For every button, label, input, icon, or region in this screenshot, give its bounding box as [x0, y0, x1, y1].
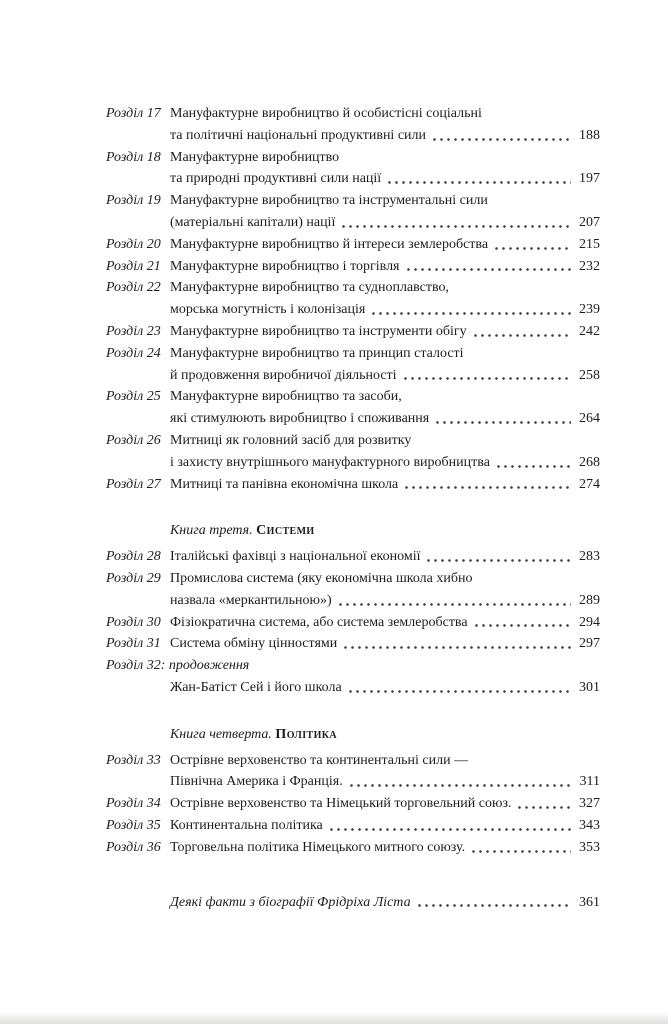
entry-title-text: Митниці як головний засіб для розвитку	[170, 432, 412, 448]
page-number: 289	[579, 592, 600, 608]
dot-leader	[347, 690, 571, 693]
entry-line	[170, 103, 600, 125]
chapter-label: Розділ 28	[106, 549, 161, 565]
page-number: 274	[579, 476, 600, 492]
page-number: 232	[579, 258, 600, 274]
dot-leader	[348, 784, 571, 787]
chapter-label: Розділ 35	[106, 817, 161, 833]
chapter-label: Розділ 24	[106, 345, 161, 361]
book-heading-title: Системи	[256, 523, 315, 539]
page-number: 327	[579, 796, 600, 812]
chapter-label: Розділ 25	[106, 389, 161, 405]
entry-title-text: Торговельна політика Німецького митного союзу.	[170, 839, 466, 855]
book-heading	[170, 520, 600, 542]
dot-leader	[470, 850, 571, 853]
entry-line	[170, 277, 600, 299]
toc-entry	[106, 147, 600, 191]
page-number: 242	[579, 323, 600, 339]
toc-entry	[106, 321, 600, 343]
entry-line	[170, 677, 600, 699]
page-number: 361	[579, 894, 600, 910]
continued-chapter-label: Розділ 32: продовження	[106, 658, 250, 674]
entry-body	[170, 837, 600, 859]
entry-title-text: Мануфактурне виробництво й інтереси землеробства	[170, 236, 489, 252]
book-heading-prefix: Книга третя.	[170, 523, 253, 539]
toc-entry	[106, 343, 600, 387]
entry-body	[170, 793, 600, 815]
entry-title-text: Система обміну цінностями	[170, 636, 338, 652]
page-number: 215	[579, 236, 600, 252]
dot-leader	[370, 312, 571, 315]
entry-line	[170, 408, 600, 430]
entry-title-text: морська могутність і колонізація	[170, 302, 366, 318]
entry-line	[170, 815, 600, 837]
entry-body	[170, 815, 600, 837]
toc-entry	[106, 750, 600, 794]
toc-entry	[106, 568, 600, 612]
dot-leader	[493, 247, 571, 250]
entry-line	[170, 386, 600, 408]
entry-title-text: та природні продуктивні сили нації	[170, 171, 382, 187]
toc-entry	[106, 103, 600, 147]
chapter-label: Розділ 19	[106, 193, 161, 209]
toc-entry	[106, 430, 600, 474]
entry-line	[170, 168, 600, 190]
toc-entry	[106, 190, 600, 234]
entry-body	[170, 343, 600, 387]
dot-leader	[495, 465, 571, 468]
entry-line	[170, 430, 600, 452]
entry-body	[170, 546, 600, 568]
entry-line	[170, 546, 600, 568]
page-number: 264	[579, 411, 600, 427]
entry-body	[170, 633, 600, 655]
page-number: 268	[579, 454, 600, 470]
page-number: 188	[579, 127, 600, 143]
dot-leader	[516, 806, 571, 809]
entry-body	[170, 147, 600, 191]
book-heading	[170, 724, 600, 746]
entry-title-text: Мануфактурне виробництво та принцип сталості	[170, 345, 464, 361]
entry-title-text: Жан-Батіст Сей і його школа	[170, 679, 342, 695]
page-number: 353	[579, 839, 600, 855]
entry-body	[170, 103, 600, 147]
toc-entry	[106, 633, 600, 655]
chapter-label: Розділ 27	[106, 476, 161, 492]
entry-line	[170, 343, 600, 365]
entry-line	[170, 190, 600, 212]
toc-entry-continued	[106, 655, 600, 699]
toc-entry	[106, 793, 600, 815]
entry-title-text: Мануфактурне виробництво та засоби,	[170, 389, 402, 405]
entry-body	[170, 430, 600, 474]
toc-entry	[106, 892, 600, 914]
entry-line	[170, 365, 600, 387]
dot-leader	[405, 268, 572, 271]
page-number: 343	[579, 817, 600, 833]
entry-body	[170, 568, 600, 612]
entry-body	[170, 612, 600, 634]
entry-line	[170, 837, 600, 859]
entry-title-text: Північна Америка і Франція.	[170, 774, 343, 790]
dot-leader	[328, 828, 571, 831]
chapter-label: Розділ 31	[106, 636, 161, 652]
page-number: 207	[579, 214, 600, 230]
entry-title-text: та політичні національні продуктивні сили	[170, 127, 427, 143]
dot-leader	[431, 138, 571, 141]
dot-leader	[473, 624, 571, 627]
entry-line	[170, 750, 600, 772]
page-number: 301	[579, 679, 600, 695]
entry-title-text: Острівне верховенство та континентальні сили —	[170, 752, 469, 768]
toc-entry	[106, 386, 600, 430]
entry-title-text: Мануфактурне виробництво і торгівля	[170, 258, 400, 274]
entry-title-text: Континентальна політика	[170, 817, 323, 833]
dot-leader	[340, 225, 571, 228]
book-heading-title: Політика	[275, 726, 338, 742]
entry-line	[170, 234, 600, 256]
page-number: 283	[579, 549, 600, 565]
entry-body	[170, 190, 600, 234]
page-number: 197	[579, 171, 600, 187]
entry-title-text: Італійські фахівці з національної економії	[170, 549, 421, 565]
page-number: 258	[579, 367, 600, 383]
chapter-label: Розділ 17	[106, 106, 161, 121]
entry-line	[170, 256, 600, 278]
chapter-label-spacer	[106, 892, 170, 914]
entry-body	[170, 256, 600, 278]
entry-title-text: Фізіократична система, або система землеробства	[170, 614, 468, 630]
chapter-label: Розділ 26	[106, 432, 161, 448]
dot-leader	[425, 559, 571, 562]
entry-title-text: Промислова система (яку економічна школа хибно	[170, 570, 473, 586]
chapter-label: Розділ 29	[106, 570, 161, 586]
entry-title-text: Мануфактурне виробництво й особистісні соціальні	[170, 106, 482, 121]
entry-body	[170, 750, 600, 794]
entry-line	[170, 212, 600, 234]
entry-body	[170, 892, 600, 914]
dot-leader	[402, 377, 571, 380]
page-number: 297	[579, 636, 600, 652]
chapter-label: Розділ 20	[106, 236, 161, 252]
toc-entry	[106, 234, 600, 256]
entry-title-text: Мануфактурне виробництво	[170, 149, 340, 165]
entry-title-text: й продовження виробничої діяльності	[170, 367, 397, 383]
toc-entry	[106, 474, 600, 496]
entry-body	[170, 321, 600, 343]
toc-entry	[106, 612, 600, 634]
chapter-label: Розділ 34	[106, 796, 161, 812]
entry-line	[170, 892, 600, 914]
entry-line	[170, 771, 600, 793]
chapter-label: Розділ 30	[106, 614, 161, 630]
dot-leader	[472, 334, 571, 337]
chapter-label: Розділ 22	[106, 280, 161, 296]
toc-entry	[106, 677, 600, 699]
page-bottom-edge	[0, 1012, 668, 1024]
entry-title-text: Мануфактурне виробництво та судноплавство,	[170, 280, 450, 296]
page-number: 311	[579, 774, 600, 790]
entry-body	[170, 386, 600, 430]
dot-leader	[386, 181, 571, 184]
entry-title-text: і захисту внутрішнього мануфактурного виробництва	[170, 454, 490, 470]
entry-title-text: Мануфактурне виробництво та інструментальні сили	[170, 193, 488, 209]
entry-line	[170, 568, 600, 590]
chapter-label: Розділ 21	[106, 258, 161, 274]
dot-leader	[403, 486, 571, 489]
entry-title-text: Деякі факти з біографії Фрідріха Ліста	[170, 894, 411, 910]
chapter-label: Розділ 36	[106, 839, 161, 855]
toc-entry	[106, 256, 600, 278]
chapter-label: Розділ 23	[106, 323, 161, 339]
toc-entry	[106, 837, 600, 859]
entry-line	[170, 299, 600, 321]
entry-title-text: назвала «меркантильною»)	[170, 592, 332, 608]
entry-line	[170, 612, 600, 634]
dot-leader	[434, 421, 571, 424]
entry-line	[170, 125, 600, 147]
entry-line	[170, 793, 600, 815]
toc-entry	[106, 546, 600, 568]
dot-leader	[342, 646, 571, 649]
dot-leader	[416, 904, 571, 907]
toc-list	[106, 103, 600, 913]
book-heading-prefix: Книга четверта.	[170, 726, 272, 742]
entry-title-text: які стимулюють виробництво і споживання	[170, 411, 430, 427]
toc-entry	[106, 815, 600, 837]
entry-line	[170, 452, 600, 474]
entry-title-text: (матеріальні капітали) нації	[170, 214, 336, 230]
entry-body	[170, 677, 600, 699]
dot-leader	[337, 603, 571, 606]
chapter-label: Розділ 18	[106, 149, 161, 165]
entry-title-text: Мануфактурне виробництво та інструменти обігу	[170, 323, 467, 339]
page-number: 294	[579, 614, 600, 630]
entry-line	[170, 474, 600, 496]
entry-body	[170, 474, 600, 496]
entry-body	[170, 234, 600, 256]
toc-entry	[106, 277, 600, 321]
entry-line	[170, 590, 600, 612]
entry-title-text: Митниці та панівна економічна школа	[170, 476, 399, 492]
entry-title-text: Острівне верховенство та Німецький торговельний союз.	[170, 796, 512, 812]
entry-line	[170, 147, 600, 169]
chapter-label-spacer	[106, 677, 170, 699]
entry-body	[170, 277, 600, 321]
entry-line	[170, 321, 600, 343]
chapter-label: Розділ 33	[106, 752, 161, 768]
entry-line	[170, 633, 600, 655]
page-number: 239	[579, 302, 600, 318]
